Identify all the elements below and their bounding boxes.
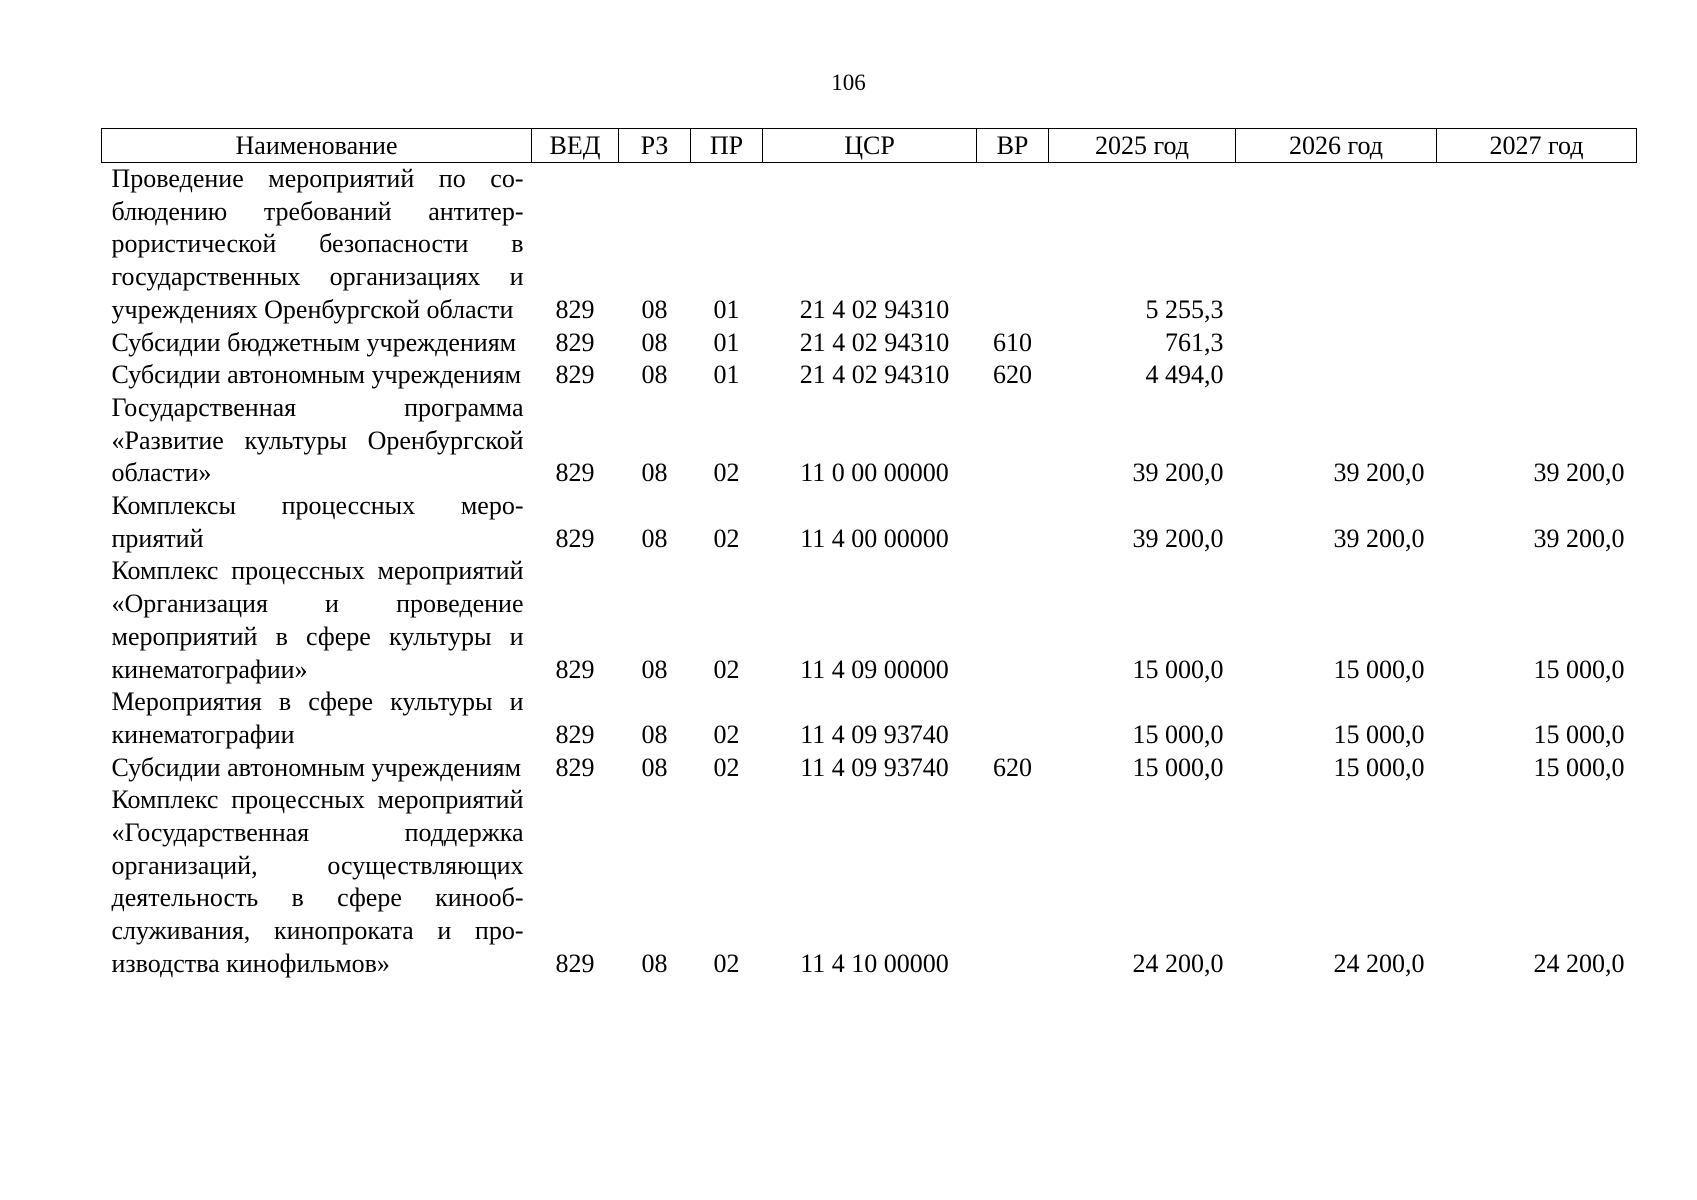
row-rz: 08: [641, 327, 668, 357]
row-value-2027: [1437, 163, 1637, 327]
row-csr: 11 4 09 00000: [800, 654, 949, 684]
row-value-2027: [1437, 327, 1637, 360]
row-value-2027: 39 200,0: [1533, 458, 1625, 488]
row-ved: 829: [555, 719, 595, 749]
table-row: [102, 392, 1637, 490]
row-value-2025: 39 200,0: [1132, 523, 1224, 553]
table-row: [102, 686, 1637, 751]
row-rz: 08: [641, 458, 668, 488]
row-vr: [977, 490, 1049, 555]
row-csr: 11 4 10 00000: [800, 948, 949, 978]
row-value-2026: [1236, 359, 1437, 392]
row-vr: [977, 163, 1049, 327]
row-csr: 21 4 02 94310: [799, 294, 950, 324]
row-pr: 01: [713, 360, 740, 390]
row-csr: 11 4 00 00000: [800, 523, 949, 553]
row-ved: 829: [555, 327, 595, 357]
row-pr: 02: [713, 948, 740, 978]
row-ved: 829: [555, 458, 595, 488]
row-rz: 08: [641, 360, 668, 390]
row-name: Комплексы процессных мероприятий: [111, 491, 524, 553]
header-name: Наименование: [102, 129, 532, 163]
header-ved: ВЕД: [532, 129, 619, 163]
row-pr: 02: [713, 458, 740, 488]
row-csr: 21 4 02 94310: [799, 327, 950, 357]
row-vr: [977, 686, 1049, 751]
row-value-2026: 24 200,0: [1333, 948, 1425, 978]
row-vr: 620: [993, 360, 1032, 390]
header-csr: ЦСР: [763, 129, 977, 163]
row-value-2026: 15 000,0: [1333, 719, 1425, 749]
table-row: [102, 490, 1637, 555]
row-rz: 08: [641, 752, 668, 782]
row-name: Проведение мероприятий по соблюдению требований антитеррористической безопасности в государственных организациях и учреждениях Оренбургской области: [111, 164, 524, 324]
row-rz: 08: [641, 948, 668, 978]
row-vr: [977, 392, 1049, 490]
row-value-2025: 4 494,0: [1145, 360, 1224, 390]
row-csr: 11 0 00 00000: [800, 458, 949, 488]
row-pr: 02: [713, 752, 740, 782]
row-ved: 829: [555, 948, 595, 978]
row-value-2025: 15 000,0: [1132, 654, 1224, 684]
row-value-2026: 15 000,0: [1333, 654, 1425, 684]
budget-table: [101, 128, 1637, 981]
row-name: Мероприятия в сфере культуры и кинематографии: [111, 687, 524, 749]
table-row: [102, 555, 1637, 686]
row-pr: 02: [713, 719, 740, 749]
row-vr: 610: [993, 327, 1032, 357]
row-value-2027: [1437, 359, 1637, 392]
row-name: Комплекс процессных мероприятий «Организация и проведение мероприятий в сфере культуры и кинематографии»: [111, 556, 524, 684]
row-value-2026: 39 200,0: [1333, 458, 1425, 488]
row-value-2026: [1236, 163, 1437, 327]
row-value-2025: 15 000,0: [1132, 752, 1224, 782]
row-vr: [977, 555, 1049, 686]
row-value-2025: 761,3: [1165, 327, 1224, 357]
row-pr: 01: [713, 294, 740, 324]
row-csr: 11 4 09 93740: [800, 752, 949, 782]
table-row: [102, 359, 1637, 392]
row-rz: 08: [641, 719, 668, 749]
row-value-2026: [1236, 327, 1437, 360]
row-csr: 11 4 09 93740: [800, 719, 949, 749]
row-value-2026: 39 200,0: [1333, 523, 1425, 553]
row-value-2025: 39 200,0: [1132, 458, 1224, 488]
row-ved: 829: [555, 360, 595, 390]
table-body: [102, 163, 1637, 981]
row-value-2027: 15 000,0: [1533, 752, 1625, 782]
row-csr: 21 4 02 94310: [799, 360, 950, 390]
row-ved: 829: [555, 752, 595, 782]
row-value-2025: 5 255,3: [1145, 294, 1224, 324]
row-pr: 02: [713, 523, 740, 553]
row-vr: [977, 784, 1049, 980]
table-row: [102, 752, 1637, 785]
row-value-2025: 24 200,0: [1132, 948, 1224, 978]
row-rz: 08: [641, 523, 668, 553]
row-value-2027: 15 000,0: [1533, 654, 1625, 684]
row-rz: 08: [641, 654, 668, 684]
row-name: Комплекс процессных мероприятий «Государственная поддержка организаций, осуществляющих деятельность в сфере кинообслуживания, кинопроката и производства кинофильмов»: [111, 785, 524, 978]
row-name: Субсидии бюджетным учреждениям: [111, 327, 517, 357]
row-rz: 08: [641, 294, 668, 324]
page-number: 106: [831, 70, 866, 95]
header-vr: ВР: [977, 129, 1049, 163]
row-value-2025: 15 000,0: [1132, 719, 1224, 749]
row-ved: 829: [555, 523, 595, 553]
header-2026: 2026 год: [1236, 129, 1437, 163]
row-name: Субсидии автономным учреждениям: [111, 360, 522, 390]
row-value-2027: 39 200,0: [1533, 523, 1625, 553]
row-pr: 02: [713, 654, 740, 684]
row-name: Субсидии автономным учреждениям: [111, 752, 522, 782]
table-row: [102, 327, 1637, 360]
row-ved: 829: [555, 294, 595, 324]
table-row: [102, 784, 1637, 980]
header-pr: ПР: [691, 129, 763, 163]
row-value-2026: 15 000,0: [1333, 752, 1425, 782]
row-value-2027: 15 000,0: [1533, 719, 1625, 749]
header-rz: РЗ: [619, 129, 691, 163]
header-2025: 2025 год: [1049, 129, 1236, 163]
table-row: [102, 163, 1637, 327]
header-2027: 2027 год: [1437, 129, 1637, 163]
row-name: Государственная программа «Развитие культуры Оренбургской области»: [111, 392, 524, 488]
row-value-2027: 24 200,0: [1533, 948, 1625, 978]
row-pr: 01: [713, 327, 740, 357]
table-header: [102, 129, 1637, 163]
row-ved: 829: [555, 654, 595, 684]
row-vr: 620: [993, 752, 1032, 782]
